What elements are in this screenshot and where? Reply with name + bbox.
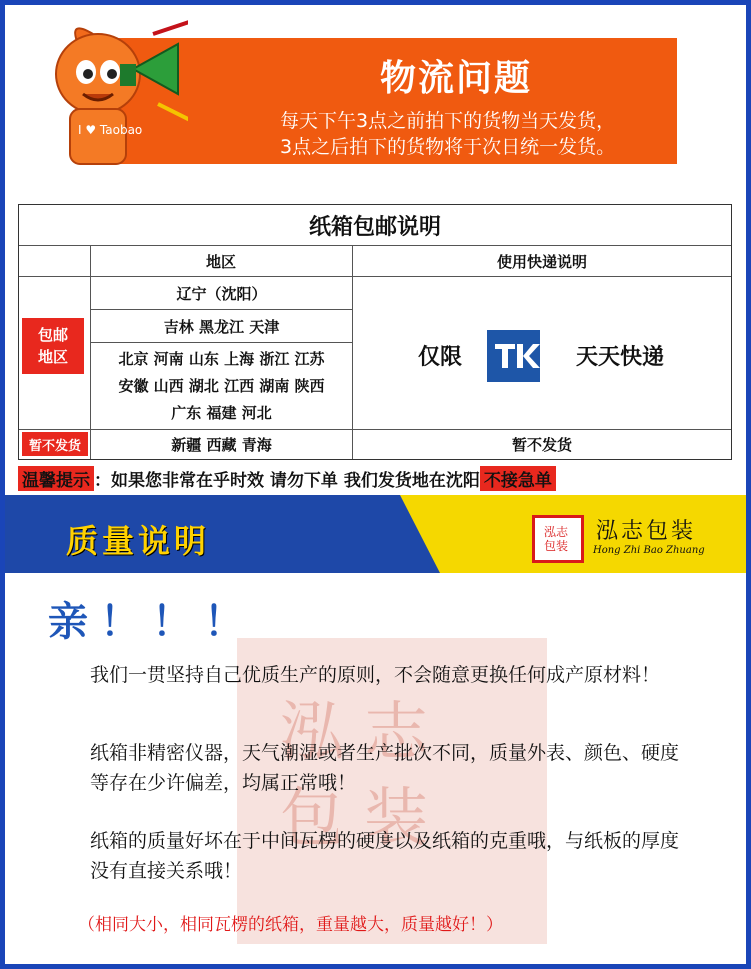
- region-row-2: 吉林 黑龙江 天津: [163, 317, 280, 336]
- courier-logo-icon: [487, 330, 540, 382]
- greeting: 亲！！！: [48, 598, 256, 645]
- table-title: 纸箱包邮说明: [308, 214, 441, 240]
- quality-note: （相同大小，相同瓦楞的纸箱，重量越大，质量越好！）: [78, 915, 503, 935]
- logistics-line-1: 每天下午3点之前拍下的货物当天发货，: [280, 110, 616, 132]
- brand-seal: 泓志包装: [532, 515, 584, 563]
- no-ship-tag: 暂不发货: [22, 432, 88, 456]
- courier-name: 天天快递: [575, 344, 664, 370]
- region-row-1: 辽宁（沈阳）: [176, 284, 267, 303]
- mascot-with-megaphone-icon: [48, 14, 188, 174]
- free-shipping-tag: 包邮 地区: [22, 318, 84, 374]
- logistics-line-2: 3点之后拍下的货物将于次日统一发货。: [280, 136, 616, 158]
- warm-tip: [18, 466, 556, 490]
- brand-name-en: Hong Zhi Bao Zhuang: [593, 545, 705, 556]
- quality-title: 质量说明: [66, 522, 211, 560]
- quality-paragraph-1: 我们一贯坚持自己优质生产的原则，不会随意更换任何成产原材料！: [90, 664, 661, 686]
- header-courier-note: 使用快递说明: [496, 252, 587, 271]
- tip-label: 温馨提示: [18, 466, 94, 491]
- tip-text: ：如果您非常在乎时效 请勿下单 我们发货地在沈阳: [94, 470, 480, 491]
- region-row-3: 北京 河南 山东 上海 浙江 江苏 安徽 山西 湖北 江西 湖南 陕西 广东 福建 河北: [118, 349, 325, 422]
- quality-paragraph-3: 纸箱的质量好坏在于中间瓦楞的硬度以及纸箱的克重哦，与纸板的厚度没有直接关系哦！: [90, 830, 680, 882]
- courier-only-label: 仅限: [417, 344, 462, 370]
- tip-highlight: 不接急单: [480, 466, 556, 491]
- watermark-text: 泓志包装: [280, 696, 448, 856]
- no-ship-note: 暂不发货: [511, 436, 572, 454]
- brand-name: 泓志包装: [596, 519, 697, 544]
- mascot-shirt-text: I ♥ Taobao: [78, 123, 143, 137]
- quality-paragraph-2: 纸箱非精密仪器，天气潮湿或者生产批次不同，质量外表、颜色、硬度等存在少许偏差，均属正常哦！: [90, 742, 680, 794]
- logistics-title: 物流问题: [380, 58, 533, 99]
- header-region: 地区: [205, 252, 236, 271]
- no-ship-regions: 新疆 西藏 青海: [171, 436, 272, 454]
